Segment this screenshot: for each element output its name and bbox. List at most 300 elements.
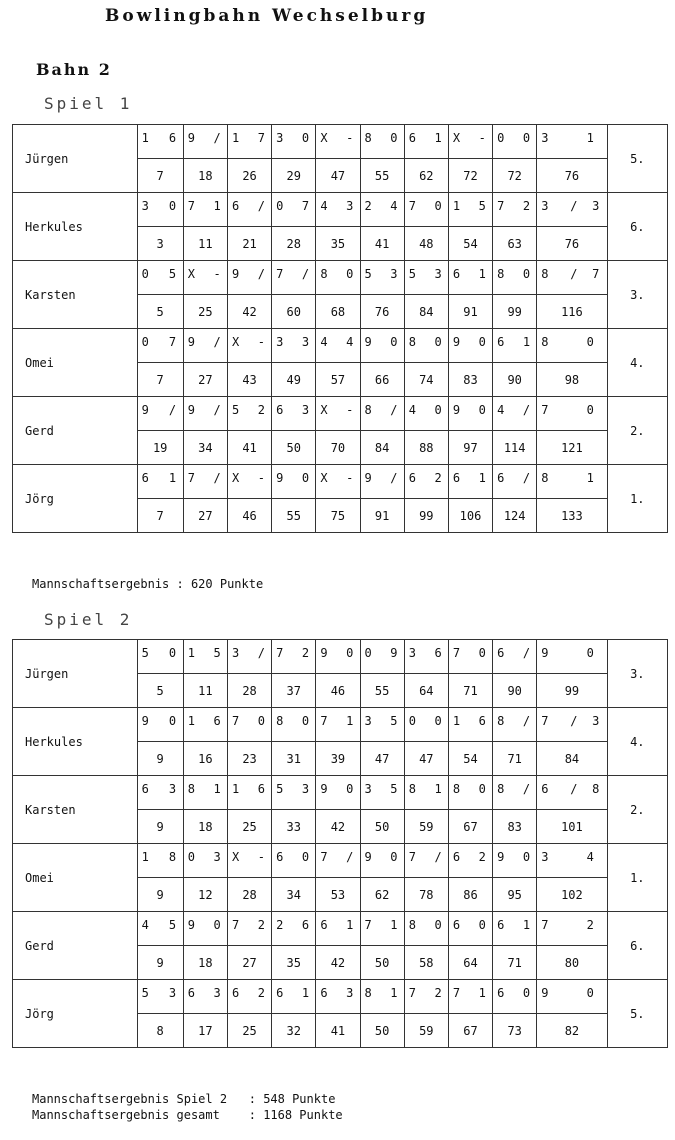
roll-value: 4 [141, 918, 149, 932]
frame-total: 88 [404, 431, 448, 465]
roll-value: 1 [346, 918, 354, 932]
frame-rolls [183, 776, 227, 810]
roll-value: 8 [541, 335, 549, 349]
roll-value: 2 [257, 403, 265, 417]
frame-rolls [272, 844, 316, 878]
roll-value: 2 [434, 471, 442, 485]
frame-rolls [404, 844, 448, 878]
frame-total: 86 [448, 878, 492, 912]
frame-rolls [360, 193, 404, 227]
roll-value: 2 [301, 646, 310, 660]
roll-value: 3 [168, 782, 177, 796]
game-2-title: Spiel 2 [44, 610, 133, 629]
roll-value: 4 [497, 403, 505, 417]
player-name: Karsten [13, 776, 138, 844]
roll-value: 1 [478, 267, 486, 281]
player-rolls-row [13, 397, 668, 431]
roll-value: 1 [231, 782, 240, 796]
frame-rolls [183, 912, 227, 946]
player-rolls-row [13, 912, 668, 946]
frame-rolls [537, 708, 607, 742]
roll-value: / [522, 646, 531, 660]
frame-total: 12 [183, 878, 227, 912]
roll-value: 6 [276, 850, 284, 864]
player-rank: 3. [607, 261, 667, 329]
roll-value: / [522, 471, 531, 485]
roll-value: X [320, 131, 328, 145]
frame-rolls [537, 125, 607, 159]
frame-total: 62 [360, 878, 404, 912]
frame-rolls [404, 912, 448, 946]
roll-value: 3 [141, 199, 149, 213]
player-rank: 2. [607, 776, 667, 844]
frame-total: 121 [537, 431, 607, 465]
roll-value: 0 [390, 850, 398, 864]
frame-total: 34 [183, 431, 227, 465]
frame-total: 7 [137, 499, 183, 533]
frame-total: 98 [537, 363, 607, 397]
frame-rolls [360, 844, 404, 878]
frame-total: 27 [183, 499, 227, 533]
roll-value: 7 [231, 918, 240, 932]
roll-value: 6 [497, 646, 505, 660]
frame-total: 27 [227, 946, 271, 980]
roll-value: / [522, 782, 531, 796]
frame-rolls [316, 329, 360, 363]
frame-rolls [537, 776, 607, 810]
player-name: Karsten [13, 261, 138, 329]
frame-total: 55 [272, 499, 316, 533]
player-name: Jürgen [13, 640, 138, 708]
frame-rolls [227, 465, 271, 499]
roll-value: X [452, 131, 461, 145]
frame-rolls [360, 261, 404, 295]
page-title: Bowlingbahn Wechselburg [105, 6, 429, 26]
frame-rolls [316, 912, 360, 946]
frame-total: 19 [137, 431, 183, 465]
roll-value: 9 [187, 335, 195, 349]
frame-total: 18 [183, 810, 227, 844]
roll-value: 3 [276, 335, 284, 349]
frame-rolls [137, 844, 183, 878]
frame-total: 49 [272, 363, 316, 397]
frame-total: 50 [360, 810, 404, 844]
roll-value: 3 [346, 986, 354, 1000]
roll-value: 4 [408, 403, 416, 417]
frame-total: 99 [404, 499, 448, 533]
frame-total: 133 [537, 499, 607, 533]
roll-value: 3 [408, 646, 416, 660]
roll-value: 0 [141, 267, 149, 281]
roll-value: 8 [187, 782, 195, 796]
roll-value: 7 [592, 267, 600, 281]
roll-value: 0 [522, 267, 531, 281]
frame-total: 53 [316, 878, 360, 912]
frame-rolls [493, 912, 537, 946]
frame-total: 91 [448, 295, 492, 329]
roll-value: / [257, 199, 265, 213]
frame-rolls [183, 397, 227, 431]
roll-value: 6 [320, 918, 328, 932]
roll-value: 5 [231, 403, 240, 417]
frame-rolls [183, 465, 227, 499]
frame-total: 16 [183, 742, 227, 776]
frame-total: 124 [493, 499, 537, 533]
frame-total: 114 [493, 431, 537, 465]
roll-value: 6 [497, 471, 505, 485]
roll-value: 4 [320, 335, 328, 349]
roll-value: 0 [522, 850, 531, 864]
player-rolls-row [13, 640, 668, 674]
frame-total: 76 [537, 159, 607, 193]
roll-value: 6 [276, 403, 284, 417]
frame-total: 106 [448, 499, 492, 533]
frame-total: 97 [448, 431, 492, 465]
player-rolls-row [13, 261, 668, 295]
roll-value: / [570, 714, 578, 728]
roll-value: 0 [301, 471, 310, 485]
frame-rolls [316, 776, 360, 810]
roll-value: 1 [187, 646, 195, 660]
frame-rolls [137, 193, 183, 227]
roll-value: 0 [346, 782, 354, 796]
roll-value: 6 [497, 918, 505, 932]
roll-value: 9 [187, 131, 195, 145]
frame-rolls [137, 912, 183, 946]
frame-total: 83 [448, 363, 492, 397]
frame-rolls [316, 844, 360, 878]
roll-value: - [346, 403, 354, 417]
frame-rolls [227, 912, 271, 946]
frame-rolls [493, 776, 537, 810]
player-name: Omei [13, 329, 138, 397]
frame-total: 64 [404, 674, 448, 708]
player-name: Jürgen [13, 125, 138, 193]
frame-total: 76 [360, 295, 404, 329]
frame-total: 42 [316, 810, 360, 844]
roll-value: / [213, 403, 221, 417]
roll-value: 0 [346, 646, 354, 660]
player-name: Gerd [13, 397, 138, 465]
roll-value: 5 [213, 646, 221, 660]
player-rolls-row [13, 465, 668, 499]
roll-value: 2 [522, 199, 531, 213]
frame-total: 55 [360, 674, 404, 708]
frame-rolls [316, 980, 360, 1014]
frame-total: 72 [448, 159, 492, 193]
roll-value: 2 [586, 918, 594, 932]
roll-value: 6 [301, 918, 310, 932]
frame-total: 46 [227, 499, 271, 533]
player-rank: 4. [607, 329, 667, 397]
frame-rolls [183, 125, 227, 159]
frame-total: 82 [537, 1014, 607, 1048]
roll-value: 8 [541, 471, 549, 485]
roll-value: 9 [141, 403, 149, 417]
frame-rolls [137, 708, 183, 742]
frame-rolls [227, 261, 271, 295]
roll-value: 0 [213, 918, 221, 932]
frame-total: 48 [404, 227, 448, 261]
frame-total: 9 [137, 810, 183, 844]
frame-total: 29 [272, 159, 316, 193]
roll-value: 2 [257, 918, 265, 932]
frame-rolls [137, 125, 183, 159]
frame-rolls [272, 776, 316, 810]
roll-value: - [257, 850, 265, 864]
score-table [12, 124, 668, 533]
roll-value: 5 [364, 267, 372, 281]
roll-value: 1 [522, 918, 531, 932]
roll-value: 1 [390, 918, 398, 932]
game-1-scoresheet [12, 124, 668, 533]
roll-value: 0 [434, 403, 442, 417]
frame-total: 50 [360, 946, 404, 980]
roll-value: 6 [452, 918, 461, 932]
roll-value: 6 [141, 471, 149, 485]
frame-total: 33 [272, 810, 316, 844]
roll-value: 0 [586, 403, 594, 417]
roll-value: 5 [141, 646, 149, 660]
frame-rolls [493, 125, 537, 159]
roll-value: 7 [301, 199, 310, 213]
roll-value: 0 [478, 335, 486, 349]
frame-rolls [183, 708, 227, 742]
roll-value: 3 [213, 850, 221, 864]
frame-rolls [404, 193, 448, 227]
roll-value: 3 [301, 335, 310, 349]
roll-value: 0 [522, 986, 531, 1000]
roll-value: 6 [213, 714, 221, 728]
frame-rolls [404, 329, 448, 363]
roll-value: 7 [231, 714, 240, 728]
player-rolls-row [13, 193, 668, 227]
frame-total: 55 [360, 159, 404, 193]
roll-value: 0 [497, 131, 505, 145]
roll-value: 3 [276, 131, 284, 145]
roll-value: 6 [276, 986, 284, 1000]
roll-value: 1 [141, 850, 149, 864]
frame-rolls [448, 125, 492, 159]
roll-value: 0 [168, 199, 177, 213]
roll-value: 9 [231, 267, 240, 281]
roll-value: 4 [320, 199, 328, 213]
roll-value: X [320, 471, 328, 485]
frame-rolls [227, 329, 271, 363]
player-rolls-row [13, 776, 668, 810]
frame-rolls [360, 329, 404, 363]
roll-value: - [257, 335, 265, 349]
player-rank: 4. [607, 708, 667, 776]
roll-value: 6 [478, 714, 486, 728]
frame-total: 3 [137, 227, 183, 261]
frame-rolls [137, 776, 183, 810]
frame-rolls [493, 465, 537, 499]
roll-value: 6 [320, 986, 328, 1000]
roll-value: 6 [452, 850, 461, 864]
player-rolls-row [13, 844, 668, 878]
roll-value: 9 [497, 850, 505, 864]
frame-rolls [227, 980, 271, 1014]
roll-value: 7 [187, 199, 195, 213]
roll-value: 7 [497, 199, 505, 213]
frame-total: 70 [316, 431, 360, 465]
roll-value: 3 [364, 714, 372, 728]
frame-rolls [448, 708, 492, 742]
roll-value: 4 [346, 335, 354, 349]
roll-value: 7 [452, 986, 461, 1000]
frame-total: 28 [227, 674, 271, 708]
frame-total: 18 [183, 159, 227, 193]
roll-value: 0 [390, 131, 398, 145]
roll-value: 8 [320, 267, 328, 281]
frame-rolls [360, 397, 404, 431]
frame-rolls [227, 125, 271, 159]
player-rank: 5. [607, 980, 667, 1048]
frame-total: 9 [137, 742, 183, 776]
roll-value: 8 [497, 714, 505, 728]
roll-value: 1 [478, 471, 486, 485]
roll-value: 6 [141, 782, 149, 796]
frame-rolls [448, 640, 492, 674]
roll-value: 9 [364, 471, 372, 485]
frame-rolls [316, 261, 360, 295]
roll-value: - [257, 471, 265, 485]
team-result-game-1: Mannschaftsergebnis : 620 Punkte [32, 577, 264, 591]
roll-value: 6 [452, 267, 461, 281]
roll-value: 1 [346, 714, 354, 728]
frame-rolls [316, 640, 360, 674]
frame-rolls [448, 912, 492, 946]
roll-value: 8 [408, 782, 416, 796]
roll-value: 9 [187, 918, 195, 932]
roll-value: 1 [168, 471, 177, 485]
frame-total: 41 [360, 227, 404, 261]
frame-rolls [316, 708, 360, 742]
frame-total: 71 [493, 946, 537, 980]
frame-total: 47 [404, 742, 448, 776]
roll-value: 0 [478, 403, 486, 417]
frame-rolls [448, 261, 492, 295]
roll-value: / [346, 850, 354, 864]
roll-value: 8 [364, 986, 372, 1000]
roll-value: 3 [434, 267, 442, 281]
frame-total: 84 [404, 295, 448, 329]
frame-rolls [272, 708, 316, 742]
frame-total: 50 [360, 1014, 404, 1048]
frame-total: 54 [448, 742, 492, 776]
roll-value: / [213, 335, 221, 349]
player-rank: 2. [607, 397, 667, 465]
frame-rolls [360, 465, 404, 499]
frame-rolls [227, 193, 271, 227]
roll-value: 5 [390, 714, 398, 728]
roll-value: / [522, 714, 531, 728]
frame-rolls [272, 912, 316, 946]
frame-total: 58 [404, 946, 448, 980]
player-rank: 1. [607, 465, 667, 533]
frame-rolls [316, 193, 360, 227]
frame-rolls [272, 329, 316, 363]
roll-value: 7 [364, 918, 372, 932]
roll-value: 9 [452, 335, 461, 349]
roll-value: 9 [141, 714, 149, 728]
frame-rolls [360, 912, 404, 946]
roll-value: 8 [541, 267, 549, 281]
frame-rolls [272, 980, 316, 1014]
roll-value: X [231, 335, 240, 349]
frame-total: 64 [448, 946, 492, 980]
frame-total: 102 [537, 878, 607, 912]
score-table [12, 639, 668, 1048]
roll-value: 0 [390, 335, 398, 349]
frame-rolls [537, 261, 607, 295]
roll-value: 9 [541, 646, 549, 660]
roll-value: 7 [168, 335, 177, 349]
roll-value: 0 [276, 199, 284, 213]
frame-total: 84 [537, 742, 607, 776]
roll-value: 0 [408, 714, 416, 728]
frame-total: 62 [404, 159, 448, 193]
frame-rolls [227, 776, 271, 810]
roll-value: / [570, 199, 578, 213]
frame-total: 23 [227, 742, 271, 776]
roll-value: 8 [497, 267, 505, 281]
frame-rolls [272, 397, 316, 431]
frame-rolls [272, 193, 316, 227]
frame-total: 72 [493, 159, 537, 193]
frame-rolls [404, 640, 448, 674]
roll-value: 8 [408, 918, 416, 932]
roll-value: 8 [168, 850, 177, 864]
player-rolls-row [13, 329, 668, 363]
frame-rolls [137, 640, 183, 674]
roll-value: 6 [231, 199, 240, 213]
frame-rolls [493, 844, 537, 878]
frame-rolls [137, 465, 183, 499]
roll-value: 9 [452, 403, 461, 417]
frame-rolls [360, 980, 404, 1014]
roll-value: 1 [452, 714, 461, 728]
frame-rolls [404, 465, 448, 499]
roll-value: 2 [364, 199, 372, 213]
frame-rolls [227, 844, 271, 878]
frame-rolls [493, 193, 537, 227]
roll-value: 1 [586, 471, 594, 485]
roll-value: 1 [434, 131, 442, 145]
roll-value: 6 [231, 986, 240, 1000]
player-rank: 3. [607, 640, 667, 708]
frame-rolls [272, 640, 316, 674]
frame-total: 101 [537, 810, 607, 844]
roll-value: 5 [390, 782, 398, 796]
frame-total: 34 [272, 878, 316, 912]
roll-value: 0 [434, 199, 442, 213]
roll-value: X [231, 471, 240, 485]
frame-rolls [137, 329, 183, 363]
roll-value: 6 [408, 131, 416, 145]
frame-rolls [360, 125, 404, 159]
frame-total: 47 [360, 742, 404, 776]
roll-value: 2 [257, 986, 265, 1000]
roll-value: / [390, 403, 398, 417]
frame-total: 83 [493, 810, 537, 844]
frame-total: 5 [137, 295, 183, 329]
frame-total: 42 [316, 946, 360, 980]
roll-value: 6 [257, 782, 265, 796]
frame-total: 5 [137, 674, 183, 708]
player-name: Gerd [13, 912, 138, 980]
